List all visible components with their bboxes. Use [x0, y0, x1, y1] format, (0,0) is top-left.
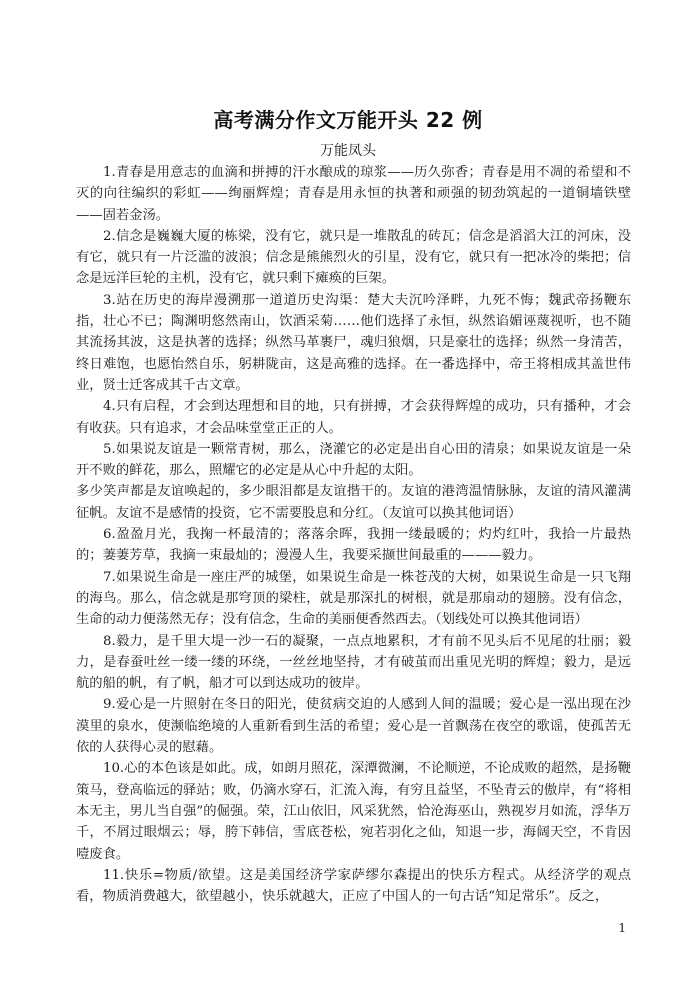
paragraph: 3.站在历史的海岸漫溯那一道道历史沟渠：楚大夫沉吟泽畔，九死不悔；魏武帝扬鞭东指，壮心不已；陶渊明悠然南山，饮酒采菊……他们选择了永恒，纵然谄媚诬蔑视听，也不随其流扬其波，这是执著的选择；纵然马革裹尸，魂归狼烟，只是豪壮的选择；纵然一身清苦，终日难饱，也愿怡然自乐，躬耕陇亩，这是高雅的选择。在一番选择中，帝王将相成其盖世伟业，贤士迁客成其千古文章。 [76, 292, 631, 393]
paragraph: 9.爱心是一片照射在冬日的阳光，使贫病交迫的人感到人间的温暖；爱心是一泓出现在沙漠里的泉水，使濒临绝境的人重新看到生活的希望；爱心是一首飘荡在夜空的歌谣，使孤苦无依的人获得心灵的慰藉。 [76, 697, 631, 756]
paragraph: 2.信念是巍巍大厦的栋梁，没有它，就只是一堆散乱的砖瓦；信念是滔滔大江的河床，没有它，就只有一片泛滥的波浪；信念是熊熊烈火的引星，没有它，就只有一把冰冷的柴把；信念是远洋巨轮的主机，没有它，就只剩下瘫痪的巨架。 [76, 228, 631, 287]
document-body [76, 162, 631, 907]
paragraph: 6.盈盈月光，我掬一杯最清的；落落余晖，我拥一缕最暖的；灼灼红叶，我拾一片最热的；萋萋芳草，我摘一束最灿的；漫漫人生，我要采撷世间最重的———毅力。 [76, 527, 631, 564]
page-number: 1 [618, 921, 626, 935]
paragraph: 多少笑声都是友谊唤起的，多少眼泪都是友谊揩干的。友谊的港湾温情脉脉，友谊的清风灌满征帆。友谊不是感情的投资，它不需要股息和分红。（友谊可以换其他词语） [76, 484, 631, 521]
document-title: 高考满分作文万能开头 22 例 [213, 108, 483, 132]
paragraph: 4.只有启程，才会到达理想和目的地，只有拼搏，才会获得辉煌的成功，只有播种，才会有收获。只有追求，才会品味堂堂正正的人。 [76, 399, 631, 436]
paragraph: 5.如果说友谊是一颗常青树，那么，浇灌它的必定是出自心田的清泉；如果说友谊是一朵开不败的鲜花，那么，照耀它的必定是从心中升起的太阳。 [76, 441, 631, 479]
paragraph: 10.心的本色该是如此。成，如朗月照花，深潭微澜，不论顺逆，不论成败的超然，是扬鞭策马，登高临远的驿站；败，仍滴水穿石，汇流入海，有穷且益坚，不坠青云的傲岸，有“将相本无主，男儿当自强”的倔强。荣，江山依旧，风采犹然，恰沧海巫山，熟视岁月如流，浮华万千，不屑过眼烟云；辱，胯下韩信，雪底苍松，宛若羽化之仙，知退一步，海阔天空，不肯因噎废食。 [76, 761, 631, 862]
document-author: 万能凤头 [320, 143, 376, 159]
paragraph: 11.快乐=物质/欲望。这是美国经济学家萨缪尔森提出的快乐方程式。从经济学的观点看，物质消费越大，欲望越小，快乐就越大，正应了中国人的一句古话“知足常乐”。反之， [76, 867, 631, 905]
paragraph: 8.毅力，是千里大堤一沙一石的凝聚，一点点地累积，才有前不见头后不见尾的壮丽；毅力，是春蚕吐丝一缕一缕的环绕，一丝丝地坚持，才有破茧而出重见光明的辉煌；毅力，是远航的船的帆，有了帆，船才可以到达成功的彼岸。 [76, 633, 631, 692]
paragraph: 7.如果说生命是一座庄严的城堡，如果说生命是一株苍茂的大树，如果说生命是一只飞翔的海鸟。那么，信念就是那穹顶的梁柱，就是那深扎的树根，就是那扇动的翅膀。没有信念，生命的动力便荡然无存；没有信念，生命的美丽便香然西去。（划线处可以换其他词语） [76, 569, 631, 628]
paragraph: 1.青春是用意志的血滴和拼搏的汗水酿成的琼浆——历久弥香；青春是用不凋的希望和不灭的向往编织的彩虹——绚丽辉煌；青春是用永恒的执著和顽强的韧劲筑起的一道铜墙铁壁——固若金汤。 [76, 165, 631, 223]
